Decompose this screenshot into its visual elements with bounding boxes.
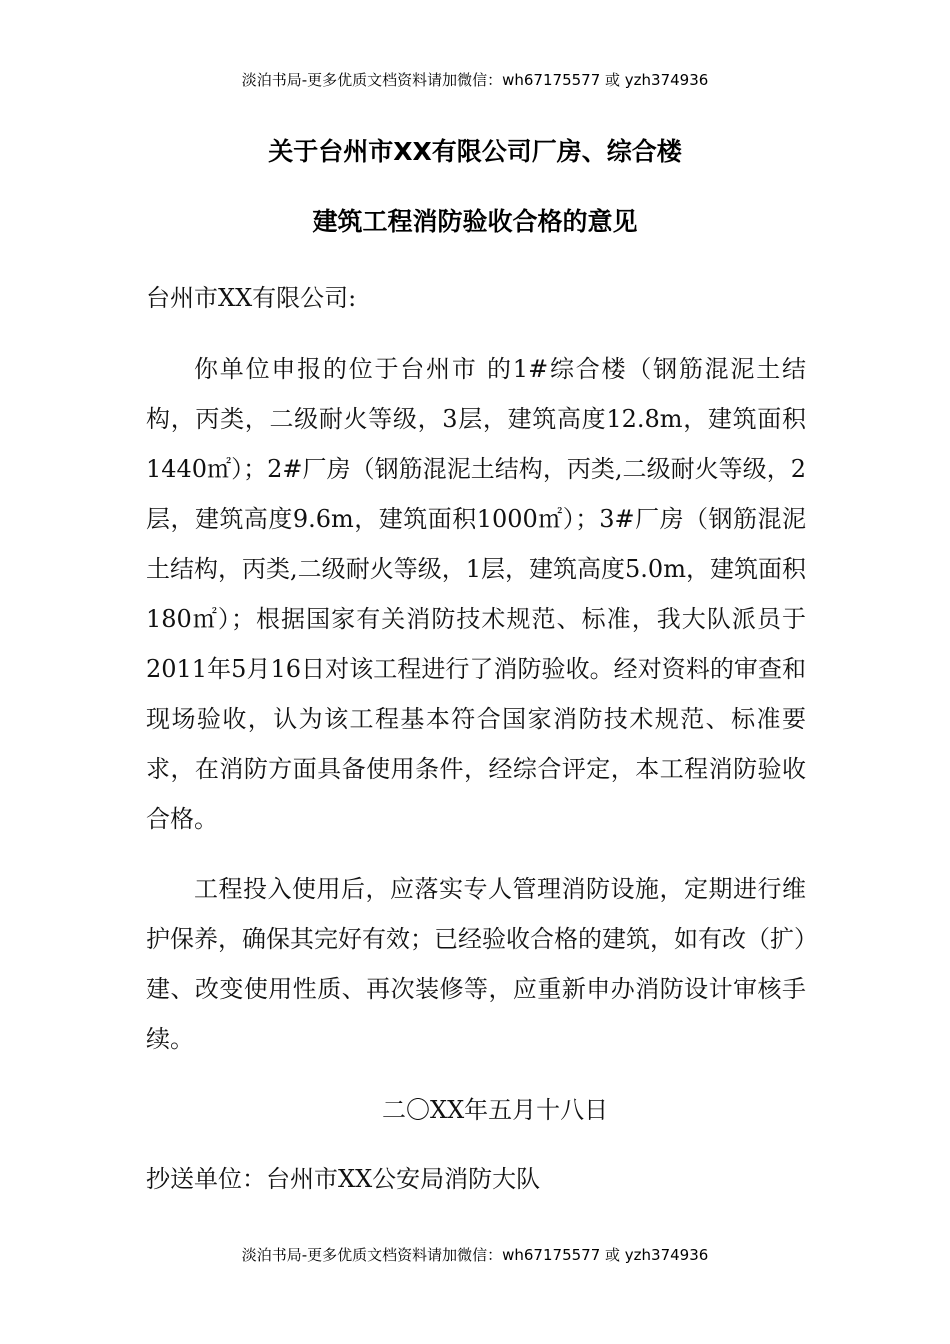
- addressee: 台州市XX有限公司:: [146, 284, 357, 312]
- document-title-line-2: 建筑工程消防验收合格的意见: [312, 207, 638, 236]
- body-paragraph-2: 工程投入使用后，应落实专人管理消防设施，定期进行维护保养，确保其完好有效；已经验收合格的建筑，如有改（扩）建、改变使用性质、再次装修等，应重新申办消防设计审核手续。: [146, 875, 806, 1053]
- carbon-copy-line: 抄送单位：台州市XX公安局消防大队: [146, 1165, 541, 1193]
- header-note: 淡泊书局-更多优质文档资料请加微信：wh67175577 或 yzh374936: [241, 71, 709, 89]
- body-paragraph-1: 你单位申报的位于台州市 的1#综合楼（钢筋混泥土结构，丙类，二级耐火等级，3层，建筑高度12.8m，建筑面积1440㎡）；2#厂房（钢筋混泥土结构，丙类,二级耐火等级，2层，建筑高度9.6m，建筑面积1000㎡）；3#厂房（钢筋混泥土结构，丙类,二级耐火等级，1层，建筑高度5.0m，建筑面积180㎡）；根据国家有关消防技术规范、标准，我大队派员于2011年5月16日对该工程进行了消防验收。经对资料的审查和现场验收，认为该工程基本符合国家消防技术规范、标准要求，在消防方面具备使用条件，经综合评定，本工程消防验收合格。: [146, 355, 806, 833]
- document-title-line-1: 关于台州市XX有限公司厂房、综合楼: [268, 137, 682, 166]
- footer-note: 淡泊书局-更多优质文档资料请加微信：wh67175577 或 yzh374936: [241, 1246, 709, 1264]
- document-date: 二〇XX年五月十八日: [382, 1096, 609, 1124]
